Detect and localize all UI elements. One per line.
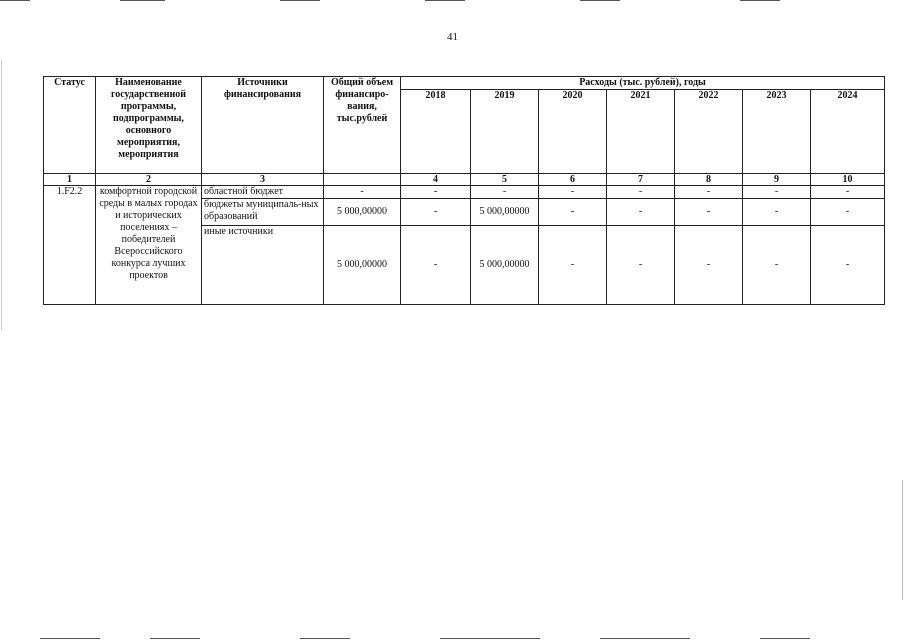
year-value: - bbox=[811, 226, 885, 305]
year-value: - bbox=[743, 199, 811, 226]
scan-edge bbox=[1, 60, 2, 330]
header-expenses: Расходы (тыс. рублей), годы bbox=[401, 77, 885, 90]
year-value: - bbox=[743, 226, 811, 305]
year-value: - bbox=[471, 186, 539, 199]
total-value: 5 000,00000 bbox=[324, 199, 401, 226]
header-year: 2019 bbox=[471, 90, 539, 174]
row-status: 1.F2.2 bbox=[44, 186, 96, 305]
table-row bbox=[44, 186, 885, 199]
year-value: - bbox=[401, 199, 471, 226]
page-number: 41 bbox=[447, 31, 458, 43]
year-value: - bbox=[401, 186, 471, 199]
year-value: - bbox=[539, 226, 607, 305]
header-row bbox=[44, 77, 885, 90]
column-number: 5 bbox=[471, 174, 539, 186]
source-name: бюджеты муниципаль-ных образований bbox=[202, 199, 324, 226]
year-value: - bbox=[675, 186, 743, 199]
year-value: - bbox=[539, 199, 607, 226]
header-year: 2018 bbox=[401, 90, 471, 174]
column-number: 3 bbox=[202, 174, 324, 186]
header-status: Статус bbox=[44, 77, 96, 174]
header-name: Наименование государственной программы, подпрограммы, основного мероприятия, мероприятия bbox=[96, 77, 202, 174]
column-number: 6 bbox=[539, 174, 607, 186]
year-value: - bbox=[539, 186, 607, 199]
year-value: - bbox=[811, 186, 885, 199]
header-total: Общий объем финансиро-вания, тыс.рублей bbox=[324, 77, 401, 174]
year-value: - bbox=[743, 186, 811, 199]
budget-table bbox=[43, 76, 885, 305]
column-number: 1 bbox=[44, 174, 96, 186]
total-value: 5 000,00000 bbox=[324, 226, 401, 305]
year-value: - bbox=[811, 199, 885, 226]
year-value: - bbox=[607, 186, 675, 199]
year-value: - bbox=[607, 226, 675, 305]
column-number: 9 bbox=[743, 174, 811, 186]
scan-edge bbox=[902, 480, 903, 600]
year-value: - bbox=[401, 226, 471, 305]
column-number: 8 bbox=[675, 174, 743, 186]
column-number: 2 bbox=[96, 174, 202, 186]
header-year: 2024 bbox=[811, 90, 885, 174]
column-number-row bbox=[44, 174, 885, 186]
total-value: - bbox=[324, 186, 401, 199]
source-name: иные источники bbox=[202, 226, 324, 305]
header-year: 2022 bbox=[675, 90, 743, 174]
year-value: - bbox=[675, 226, 743, 305]
year-value: 5 000,00000 bbox=[471, 226, 539, 305]
row-name: комфортной городской среды в малых городах и исторических поселениях – победителей Всероссийского конкурса лучших проектов bbox=[96, 186, 202, 305]
column-number: 7 bbox=[607, 174, 675, 186]
year-value: 5 000,00000 bbox=[471, 199, 539, 226]
header-year: 2023 bbox=[743, 90, 811, 174]
source-name: областной бюджет bbox=[202, 186, 324, 199]
year-value: - bbox=[675, 199, 743, 226]
header-year: 2021 bbox=[607, 90, 675, 174]
year-value: - bbox=[607, 199, 675, 226]
column-number bbox=[324, 174, 401, 186]
header-year: 2020 bbox=[539, 90, 607, 174]
header-sources: Источники финансирования bbox=[202, 77, 324, 174]
column-number: 10 bbox=[811, 174, 885, 186]
column-number: 4 bbox=[401, 174, 471, 186]
